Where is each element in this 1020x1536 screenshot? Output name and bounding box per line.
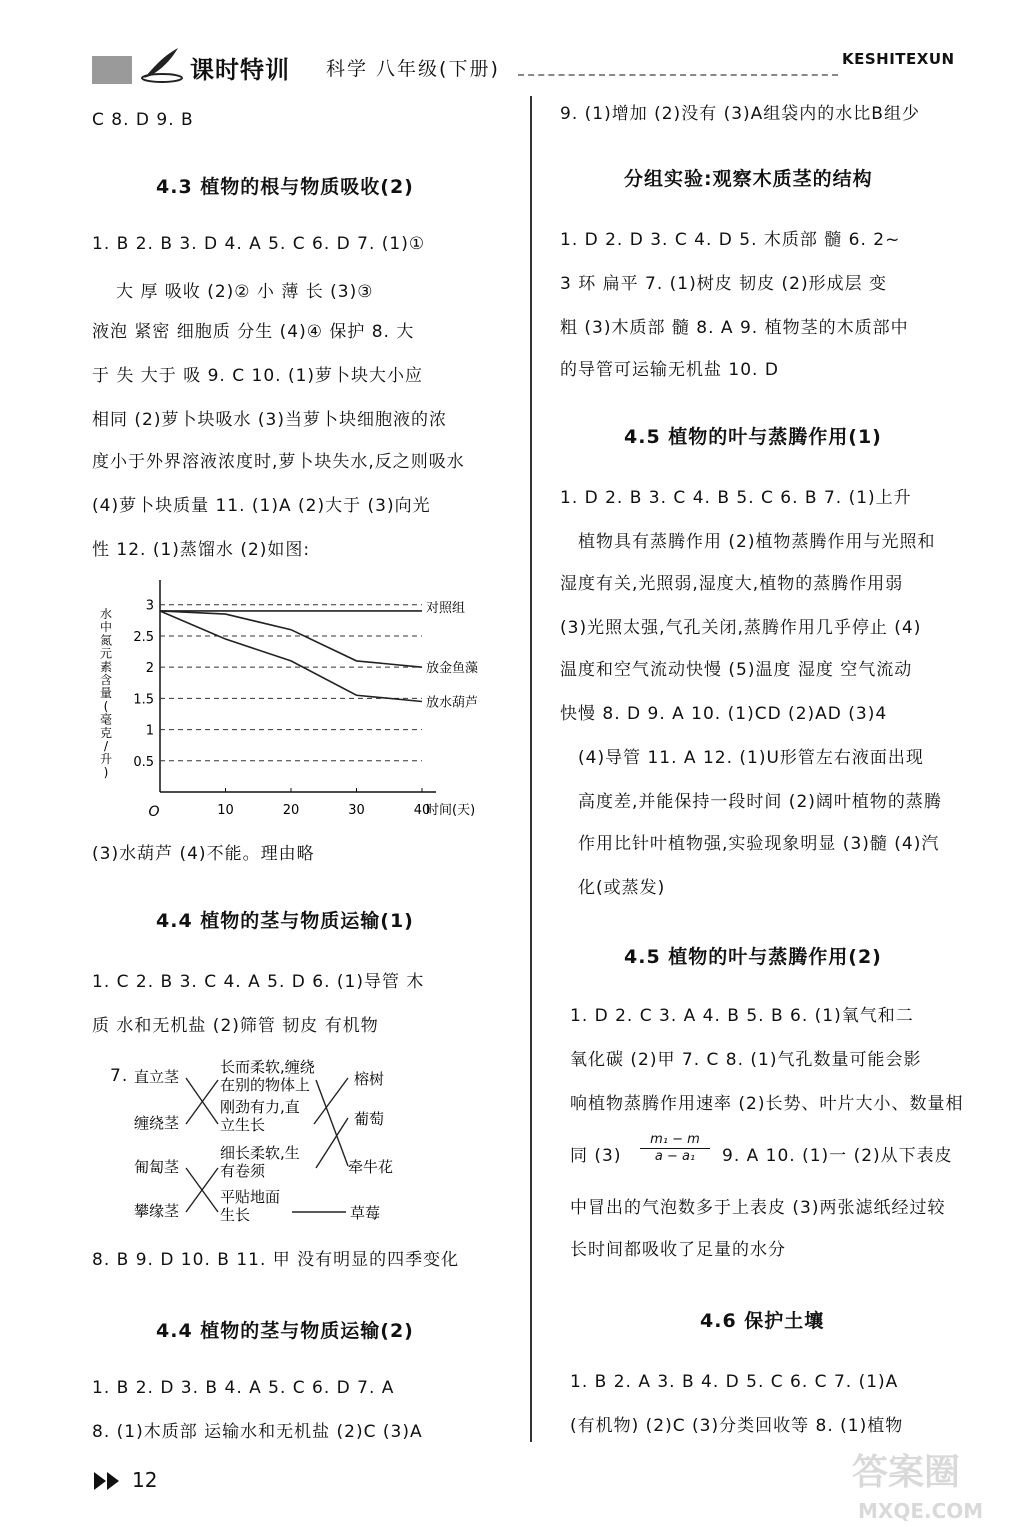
- fraction-denominator: a − a₁: [654, 1149, 696, 1164]
- match-mid-item: 长而柔软,缠绕: [220, 1058, 315, 1076]
- double-chevron-right-icon: [92, 1470, 124, 1492]
- y-tick-label: 1.5: [133, 692, 154, 708]
- stem-matching-diagram: [92, 1058, 522, 1238]
- s43-line: 大 厚 吸收 (2)② 小 薄 长 (3)③: [116, 282, 374, 302]
- series-label: 对照组: [426, 600, 466, 616]
- match-left-item: 缠绕茎: [134, 1114, 180, 1132]
- s45a-line: (4)导管 11. A 12. (1)U形管左右液面出现: [578, 748, 924, 768]
- y-tick-label: 2.5: [133, 629, 154, 645]
- section-title-4-5-1: 4.5 植物的叶与蒸腾作用(1): [624, 426, 882, 448]
- section-title-4-4-2: 4.4 植物的茎与物质运输(2): [156, 1320, 414, 1342]
- header-brand: KESHITEXUN: [842, 50, 955, 68]
- s45a-line: 快慢 8. D 9. A 10. (1)CD (2)AD (3)4: [560, 704, 888, 724]
- lab-line: 的导管可运输无机盐 10. D: [560, 360, 779, 380]
- watermark-url: MXQE.COM: [858, 1499, 984, 1523]
- match-left-item: 直立茎: [134, 1068, 180, 1086]
- match-mid-item: 细长柔软,生: [220, 1144, 300, 1162]
- s46-line: 1. B 2. A 3. B 4. D 5. C 6. C 7. (1)A: [570, 1372, 899, 1392]
- s45b-line: 长时间都吸收了足量的水分: [570, 1240, 786, 1260]
- match-mid-item: 立生长: [220, 1116, 266, 1134]
- y-axis-label-char: /: [103, 739, 109, 753]
- s44b-line: 8. (1)木质部 运输水和无机盐 (2)C (3)A: [92, 1422, 423, 1442]
- y-axis-label-char: 升: [99, 752, 113, 767]
- y-tick-label: 1: [145, 723, 154, 739]
- lab-line: 1. D 2. D 3. C 4. D 5. 木质部 髓 6. 2~: [560, 230, 901, 250]
- y-axis-label-char: 含: [99, 673, 113, 687]
- s43-line: 性 12. (1)蒸馏水 (2)如图:: [92, 540, 311, 560]
- y-axis-label-char: ): [103, 765, 109, 780]
- y-tick-label: 3: [145, 598, 154, 614]
- lab-line: 粗 (3)木质部 髓 8. A 9. 植物茎的木质部中: [560, 318, 909, 338]
- s44b-line: 1. B 2. D 3. B 4. A 5. C 6. D 7. A: [92, 1378, 395, 1398]
- s45a-line: (3)光照太强,气孔关闭,蒸腾作用几乎停止 (4): [560, 618, 922, 638]
- series-label: 放水葫芦: [426, 695, 479, 711]
- header-dash-line: [518, 74, 838, 76]
- y-axis-label-char: 量: [99, 686, 113, 701]
- s45b-line: 氧化碳 (2)甲 7. C 8. (1)气孔数量可能会影: [570, 1050, 922, 1070]
- y-tick-label: 0.5: [133, 754, 154, 770]
- s44a-line: 质 水和无机盐 (2)筛管 韧皮 有机物: [92, 1016, 379, 1036]
- left-top-line: C 8. D 9. B: [92, 110, 194, 130]
- page-header: [0, 0, 1020, 90]
- s45b-line: 中冒出的气泡数多于上表皮 (3)两张滤纸经过较: [570, 1198, 946, 1218]
- s45b-line: 响植物蒸腾作用速率 (2)长势、叶片大小、数量相: [570, 1094, 964, 1114]
- x-tick-label: 40: [413, 803, 431, 818]
- series-line: [160, 611, 422, 667]
- y-axis-label-char: 元: [99, 646, 113, 661]
- fraction-numerator: m₁ − m: [640, 1132, 710, 1149]
- x-tick-label: 10: [217, 803, 234, 818]
- s45a-line: 化(或蒸发): [578, 878, 666, 898]
- match-line: [316, 1080, 348, 1166]
- section-title-4-4-1: 4.4 植物的茎与物质运输(1): [156, 910, 414, 932]
- s43-line: 液泡 紧密 细胞质 分生 (4)④ 保护 8. 大: [92, 322, 415, 342]
- s43-line: 度小于外界溶液浓度时,萝卜块失水,反之则吸水: [92, 452, 465, 472]
- match-right-item: 草莓: [350, 1204, 381, 1222]
- y-axis-label-char: 中: [99, 620, 113, 635]
- series-label: 放金鱼藻: [426, 661, 479, 677]
- s46-line: (有机物) (2)C (3)分类回收等 8. (1)植物: [570, 1416, 904, 1436]
- y-axis-label-char: 克: [99, 725, 113, 740]
- match-line: [316, 1118, 348, 1168]
- y-axis-label-char: 毫: [99, 712, 113, 727]
- match-mid-item: 在别的物体上: [220, 1076, 311, 1094]
- y-tick-label: 2: [145, 661, 154, 677]
- x-axis-label: 时间(天): [426, 803, 476, 818]
- header-subject: 科学 八年级(下册): [326, 58, 500, 80]
- lab-line: 3 环 扁平 7. (1)树皮 韧皮 (2)形成层 变: [560, 274, 888, 294]
- s43-line: 1. B 2. B 3. D 4. A 5. C 6. D 7. (1)①: [92, 234, 426, 254]
- section-title-4-5-2: 4.5 植物的叶与蒸腾作用(2): [624, 946, 882, 968]
- s43-line: 于 失 大于 吸 9. C 10. (1)萝卜块大小应: [92, 366, 424, 386]
- quill-logo-icon: [138, 44, 186, 84]
- s43-after-chart: (3)水葫芦 (4)不能。理由略: [92, 844, 315, 864]
- match-right-item: 牵牛花: [348, 1158, 394, 1176]
- match-mid-item: 有卷须: [220, 1162, 266, 1180]
- header-gray-block: [92, 56, 132, 84]
- series-line: [160, 611, 422, 702]
- right-top-line: 9. (1)增加 (2)没有 (3)A组袋内的水比B组少: [560, 104, 920, 124]
- s43-line: (4)萝卜块质量 11. (1)A (2)大于 (3)向光: [92, 496, 431, 516]
- page-number: 12: [132, 1468, 158, 1492]
- match-mid-item: 平贴地面: [220, 1188, 281, 1206]
- section-title-4-6: 4.6 保护土壤: [700, 1310, 825, 1332]
- s44a-line: 1. C 2. B 3. C 4. A 5. D 6. (1)导管 木: [92, 972, 425, 992]
- match-line: [314, 1078, 348, 1124]
- s45b-line: 同 (3): [570, 1146, 622, 1166]
- origin-label: O: [148, 804, 160, 820]
- match-left-item: 匍匐茎: [134, 1158, 180, 1176]
- watermark-logo: [846, 1440, 996, 1530]
- match-right-item: 葡萄: [354, 1110, 385, 1128]
- match-right-item: 榕树: [354, 1070, 385, 1088]
- x-tick-label: 20: [282, 803, 300, 818]
- s45b-line: 9. A 10. (1)一 (2)从下表皮: [722, 1146, 953, 1166]
- section-title-4-3: 4.3 植物的根与物质吸收(2): [156, 176, 414, 198]
- y-axis-label-char: 水: [99, 607, 113, 621]
- s45b-line: 1. D 2. C 3. A 4. B 5. B 6. (1)氧气和二: [570, 1006, 914, 1026]
- q7-label: 7.: [110, 1066, 129, 1086]
- fraction: [640, 1132, 710, 1165]
- y-axis-label-char: 氮: [99, 633, 113, 648]
- s45a-line: 湿度有关,光照弱,湿度大,植物的蒸腾作用弱: [560, 574, 904, 594]
- s45a-line: 作用比针叶植物强,实验现象明显 (3)髓 (4)汽: [578, 834, 940, 854]
- match-left-item: 攀缘茎: [134, 1202, 180, 1220]
- s45a-line: 1. D 2. B 3. C 4. B 5. C 6. B 7. (1)上升: [560, 488, 912, 508]
- column-divider: [530, 96, 532, 1442]
- header-logo-text: 课时特训: [190, 56, 290, 84]
- y-axis-label-char: 素: [99, 659, 113, 674]
- watermark-text: 答案圈: [852, 1452, 961, 1493]
- s44a-after-match: 8. B 9. D 10. B 11. 甲 没有明显的四季变化: [92, 1250, 460, 1270]
- section-title-lab: 分组实验:观察木质茎的结构: [624, 168, 873, 190]
- s45a-line: 高度差,并能保持一段时间 (2)阔叶植物的蒸腾: [578, 792, 942, 812]
- s45a-line: 植物具有蒸腾作用 (2)植物蒸腾作用与光照和: [578, 532, 936, 552]
- match-mid-item: 刚劲有力,直: [220, 1098, 300, 1116]
- y-axis-label-char: (: [103, 699, 109, 714]
- s43-line: 相同 (2)萝卜块吸水 (3)当萝卜块细胞液的浓: [92, 410, 447, 430]
- page-footer: [92, 1458, 212, 1498]
- match-mid-item: 生长: [220, 1206, 251, 1224]
- nitrogen-line-chart: [92, 578, 512, 828]
- x-tick-label: 30: [348, 803, 365, 818]
- s45a-line: 温度和空气流动快慢 (5)温度 湿度 空气流动: [560, 660, 913, 680]
